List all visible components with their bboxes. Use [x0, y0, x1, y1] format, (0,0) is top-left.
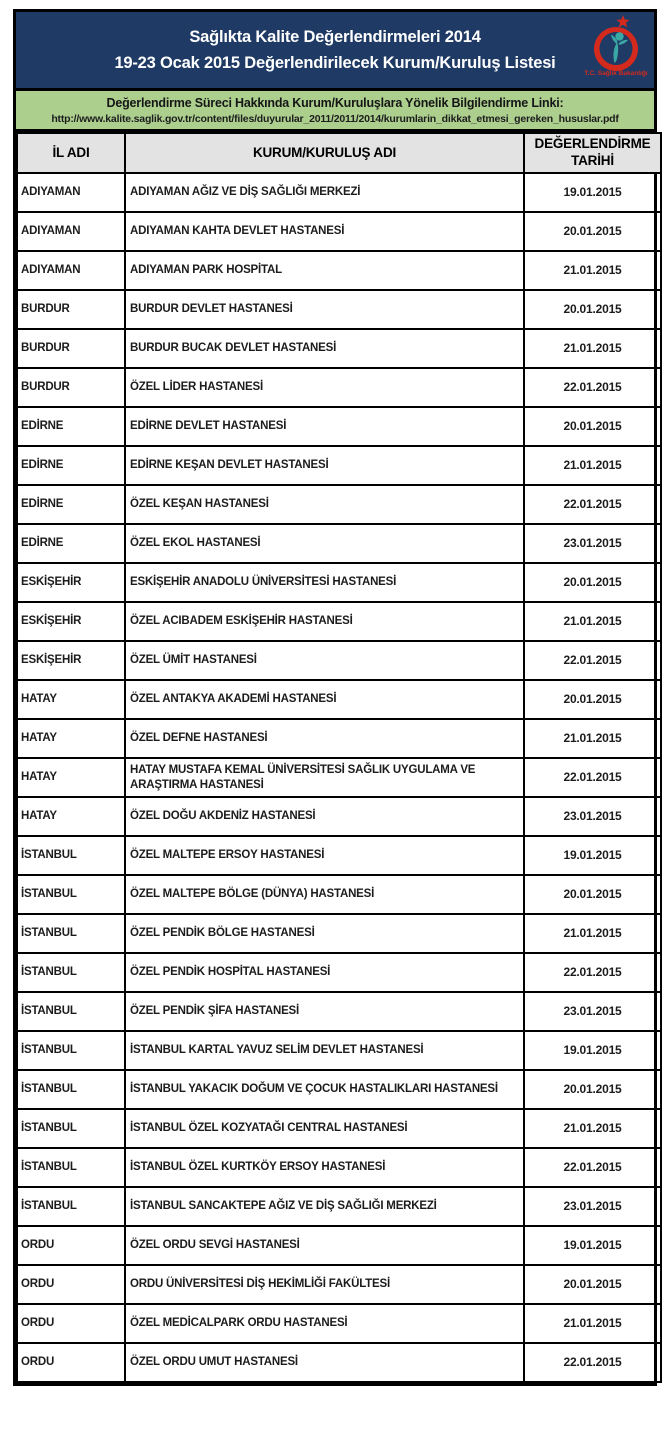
- cell-il: İSTANBUL: [17, 875, 125, 914]
- cell-kurum: ADIYAMAN AĞIZ VE DİŞ SAĞLIĞI MERKEZİ: [125, 173, 524, 212]
- table-row: [17, 407, 661, 446]
- cell-il: İSTANBUL: [17, 992, 125, 1031]
- cell-tarih: 20.01.2015: [524, 212, 661, 251]
- cell-kurum: ÖZEL ACIBADEM ESKİŞEHİR HASTANESİ: [125, 602, 524, 641]
- cell-tarih: 21.01.2015: [524, 329, 661, 368]
- cell-il: İSTANBUL: [17, 1070, 125, 1109]
- cell-il: ADIYAMAN: [17, 212, 125, 251]
- table-row: [17, 602, 661, 641]
- table-row: [17, 992, 661, 1031]
- cell-il: İSTANBUL: [17, 1187, 125, 1226]
- cell-il: İSTANBUL: [17, 914, 125, 953]
- cell-tarih: 21.01.2015: [524, 602, 661, 641]
- table-row: [17, 524, 661, 563]
- cell-kurum: ORDU ÜNİVERSİTESİ DİŞ HEKİMLİĞİ FAKÜLTESİ: [125, 1265, 524, 1304]
- cell-kurum: ÖZEL PENDİK ŞİFA HASTANESİ: [125, 992, 524, 1031]
- cell-tarih: 21.01.2015: [524, 1304, 661, 1343]
- table-row: [17, 446, 661, 485]
- table-row: [17, 1148, 661, 1187]
- cell-il: EDİRNE: [17, 446, 125, 485]
- cell-tarih: 19.01.2015: [524, 1031, 661, 1070]
- cell-kurum: ÖZEL EKOL HASTANESİ: [125, 524, 524, 563]
- cell-kurum: İSTANBUL SANCAKTEPE AĞIZ VE DİŞ SAĞLIĞI MERKEZİ: [125, 1187, 524, 1226]
- cell-tarih: 22.01.2015: [524, 758, 661, 797]
- table-row: [17, 290, 661, 329]
- table-row: [17, 1031, 661, 1070]
- column-header-kurum-adi: KURUM/KURULUŞ ADI: [125, 133, 524, 173]
- table-row: [17, 173, 661, 212]
- cell-il: ADIYAMAN: [17, 251, 125, 290]
- cell-kurum: ÖZEL ORDU SEVGİ HASTANESİ: [125, 1226, 524, 1265]
- cell-tarih: 22.01.2015: [524, 1148, 661, 1187]
- table-row: [17, 641, 661, 680]
- cell-il: HATAY: [17, 719, 125, 758]
- cell-kurum: ÖZEL DEFNE HASTANESİ: [125, 719, 524, 758]
- table-row: [17, 212, 661, 251]
- cell-kurum: EDİRNE DEVLET HASTANESİ: [125, 407, 524, 446]
- table-row: [17, 797, 661, 836]
- title-banner: [16, 12, 654, 88]
- cell-il: ORDU: [17, 1265, 125, 1304]
- cell-tarih: 22.01.2015: [524, 485, 661, 524]
- cell-kurum: ÖZEL ÜMİT HASTANESİ: [125, 641, 524, 680]
- table-row: [17, 563, 661, 602]
- cell-tarih: 19.01.2015: [524, 836, 661, 875]
- cell-kurum: ÖZEL DOĞU AKDENİZ HASTANESİ: [125, 797, 524, 836]
- cell-tarih: 21.01.2015: [524, 1109, 661, 1148]
- cell-tarih: 20.01.2015: [524, 1265, 661, 1304]
- cell-kurum: ADIYAMAN PARK HOSPİTAL: [125, 251, 524, 290]
- cell-tarih: 23.01.2015: [524, 992, 661, 1031]
- cell-il: HATAY: [17, 680, 125, 719]
- cell-tarih: 19.01.2015: [524, 1226, 661, 1265]
- table-row: [17, 329, 661, 368]
- cell-il: İSTANBUL: [17, 1148, 125, 1187]
- cell-kurum: ÖZEL ORDU UMUT HASTANESİ: [125, 1343, 524, 1382]
- cell-il: ORDU: [17, 1304, 125, 1343]
- cell-tarih: 22.01.2015: [524, 641, 661, 680]
- cell-kurum: İSTANBUL YAKACIK DOĞUM VE ÇOCUK HASTALIKLARI HASTANESİ: [125, 1070, 524, 1109]
- cell-il: ESKİŞEHİR: [17, 563, 125, 602]
- cell-tarih: 23.01.2015: [524, 524, 661, 563]
- cell-il: EDİRNE: [17, 524, 125, 563]
- evaluation-table: [16, 132, 662, 1383]
- cell-il: ADIYAMAN: [17, 173, 125, 212]
- cell-il: İSTANBUL: [17, 1109, 125, 1148]
- document: [13, 9, 657, 1386]
- table-row: [17, 485, 661, 524]
- table-row: [17, 719, 661, 758]
- cell-kurum: ÖZEL LİDER HASTANESİ: [125, 368, 524, 407]
- cell-il: HATAY: [17, 758, 125, 797]
- cell-kurum: ÖZEL KEŞAN HASTANESİ: [125, 485, 524, 524]
- ministry-logo: [583, 15, 649, 85]
- cell-kurum: ÖZEL PENDİK BÖLGE HASTANESİ: [125, 914, 524, 953]
- cell-tarih: 22.01.2015: [524, 368, 661, 407]
- cell-tarih: 23.01.2015: [524, 1187, 661, 1226]
- cell-kurum: ÖZEL PENDİK HOSPİTAL HASTANESİ: [125, 953, 524, 992]
- cell-il: İSTANBUL: [17, 953, 125, 992]
- cell-kurum: İSTANBUL ÖZEL KOZYATAĞI CENTRAL HASTANESİ: [125, 1109, 524, 1148]
- title-line-1: Sağlıkta Kalite Değerlendirmeleri 2014: [189, 27, 481, 46]
- cell-kurum: İSTANBUL KARTAL YAVUZ SELİM DEVLET HASTANESİ: [125, 1031, 524, 1070]
- cell-il: BURDUR: [17, 329, 125, 368]
- cell-tarih: 20.01.2015: [524, 290, 661, 329]
- cell-kurum: ÖZEL MEDİCALPARK ORDU HASTANESİ: [125, 1304, 524, 1343]
- info-banner: [16, 88, 654, 132]
- info-banner-link[interactable]: http://www.kalite.saglik.gov.tr/content/files/duyurular_2011/2011/2014/kurumlarin_dikkat_etmesi_gereken_hususlar.pdf: [51, 113, 619, 125]
- table-row: [17, 1109, 661, 1148]
- page: [0, 9, 670, 1454]
- cell-il: ESKİŞEHİR: [17, 641, 125, 680]
- cell-tarih: 19.01.2015: [524, 173, 661, 212]
- cell-kurum: İSTANBUL ÖZEL KURTKÖY ERSOY HASTANESİ: [125, 1148, 524, 1187]
- table-row: [17, 368, 661, 407]
- cell-il: BURDUR: [17, 368, 125, 407]
- page-title: [16, 24, 654, 77]
- health-ministry-crescent-icon: [587, 15, 645, 71]
- table-row: [17, 914, 661, 953]
- cell-tarih: 22.01.2015: [524, 1343, 661, 1382]
- cell-tarih: 20.01.2015: [524, 875, 661, 914]
- cell-kurum: ÖZEL MALTEPE BÖLGE (DÜNYA) HASTANESİ: [125, 875, 524, 914]
- cell-kurum: ÖZEL ANTAKYA AKADEMİ HASTANESİ: [125, 680, 524, 719]
- cell-tarih: 21.01.2015: [524, 251, 661, 290]
- cell-tarih: 21.01.2015: [524, 446, 661, 485]
- table-row: [17, 953, 661, 992]
- cell-tarih: 20.01.2015: [524, 1070, 661, 1109]
- column-header-tarih: DEĞERLENDİRME TARİHİ: [524, 133, 661, 173]
- title-line-2: 19-23 Ocak 2015 Değerlendirilecek Kurum/Kuruluş Listesi: [114, 54, 556, 72]
- cell-tarih: 22.01.2015: [524, 953, 661, 992]
- table-row: [17, 758, 661, 797]
- table-row: [17, 1265, 661, 1304]
- table-row: [17, 680, 661, 719]
- cell-il: İSTANBUL: [17, 1031, 125, 1070]
- ministry-logo-label: T.C. Sağlık Bakanlığı: [584, 70, 648, 77]
- cell-kurum: ESKİŞEHİR ANADOLU ÜNİVERSİTESİ HASTANESİ: [125, 563, 524, 602]
- table-row: [17, 875, 661, 914]
- cell-tarih: 20.01.2015: [524, 563, 661, 602]
- cell-tarih: 23.01.2015: [524, 797, 661, 836]
- cell-tarih: 20.01.2015: [524, 407, 661, 446]
- column-header-il-adi: İL ADI: [17, 133, 125, 173]
- table-body: [17, 173, 661, 1382]
- cell-kurum: ÖZEL MALTEPE ERSOY HASTANESİ: [125, 836, 524, 875]
- cell-il: İSTANBUL: [17, 836, 125, 875]
- cell-il: ORDU: [17, 1226, 125, 1265]
- cell-il: ORDU: [17, 1343, 125, 1382]
- table-row: [17, 836, 661, 875]
- cell-tarih: 21.01.2015: [524, 719, 661, 758]
- cell-kurum: BURDUR DEVLET HASTANESİ: [125, 290, 524, 329]
- table-row: [17, 1226, 661, 1265]
- table-row: [17, 1343, 661, 1382]
- cell-il: EDİRNE: [17, 485, 125, 524]
- cell-kurum: EDİRNE KEŞAN DEVLET HASTANESİ: [125, 446, 524, 485]
- table-row: [17, 1187, 661, 1226]
- cell-il: BURDUR: [17, 290, 125, 329]
- cell-il: EDİRNE: [17, 407, 125, 446]
- cell-il: HATAY: [17, 797, 125, 836]
- cell-kurum: ADIYAMAN KAHTA DEVLET HASTANESİ: [125, 212, 524, 251]
- table-row: [17, 251, 661, 290]
- table-row: [17, 1304, 661, 1343]
- cell-tarih: 21.01.2015: [524, 914, 661, 953]
- cell-kurum: HATAY MUSTAFA KEMAL ÜNİVERSİTESİ SAĞLIK UYGULAMA VE ARAŞTIRMA HASTANESİ: [125, 758, 524, 797]
- cell-kurum: BURDUR BUCAK DEVLET HASTANESİ: [125, 329, 524, 368]
- info-banner-text: Değerlendirme Süreci Hakkında Kurum/Kuruluşlara Yönelik Bilgilendirme Linki:: [106, 96, 564, 110]
- cell-tarih: 20.01.2015: [524, 680, 661, 719]
- table-header-row: [17, 133, 661, 173]
- table-row: [17, 1070, 661, 1109]
- cell-il: ESKİŞEHİR: [17, 602, 125, 641]
